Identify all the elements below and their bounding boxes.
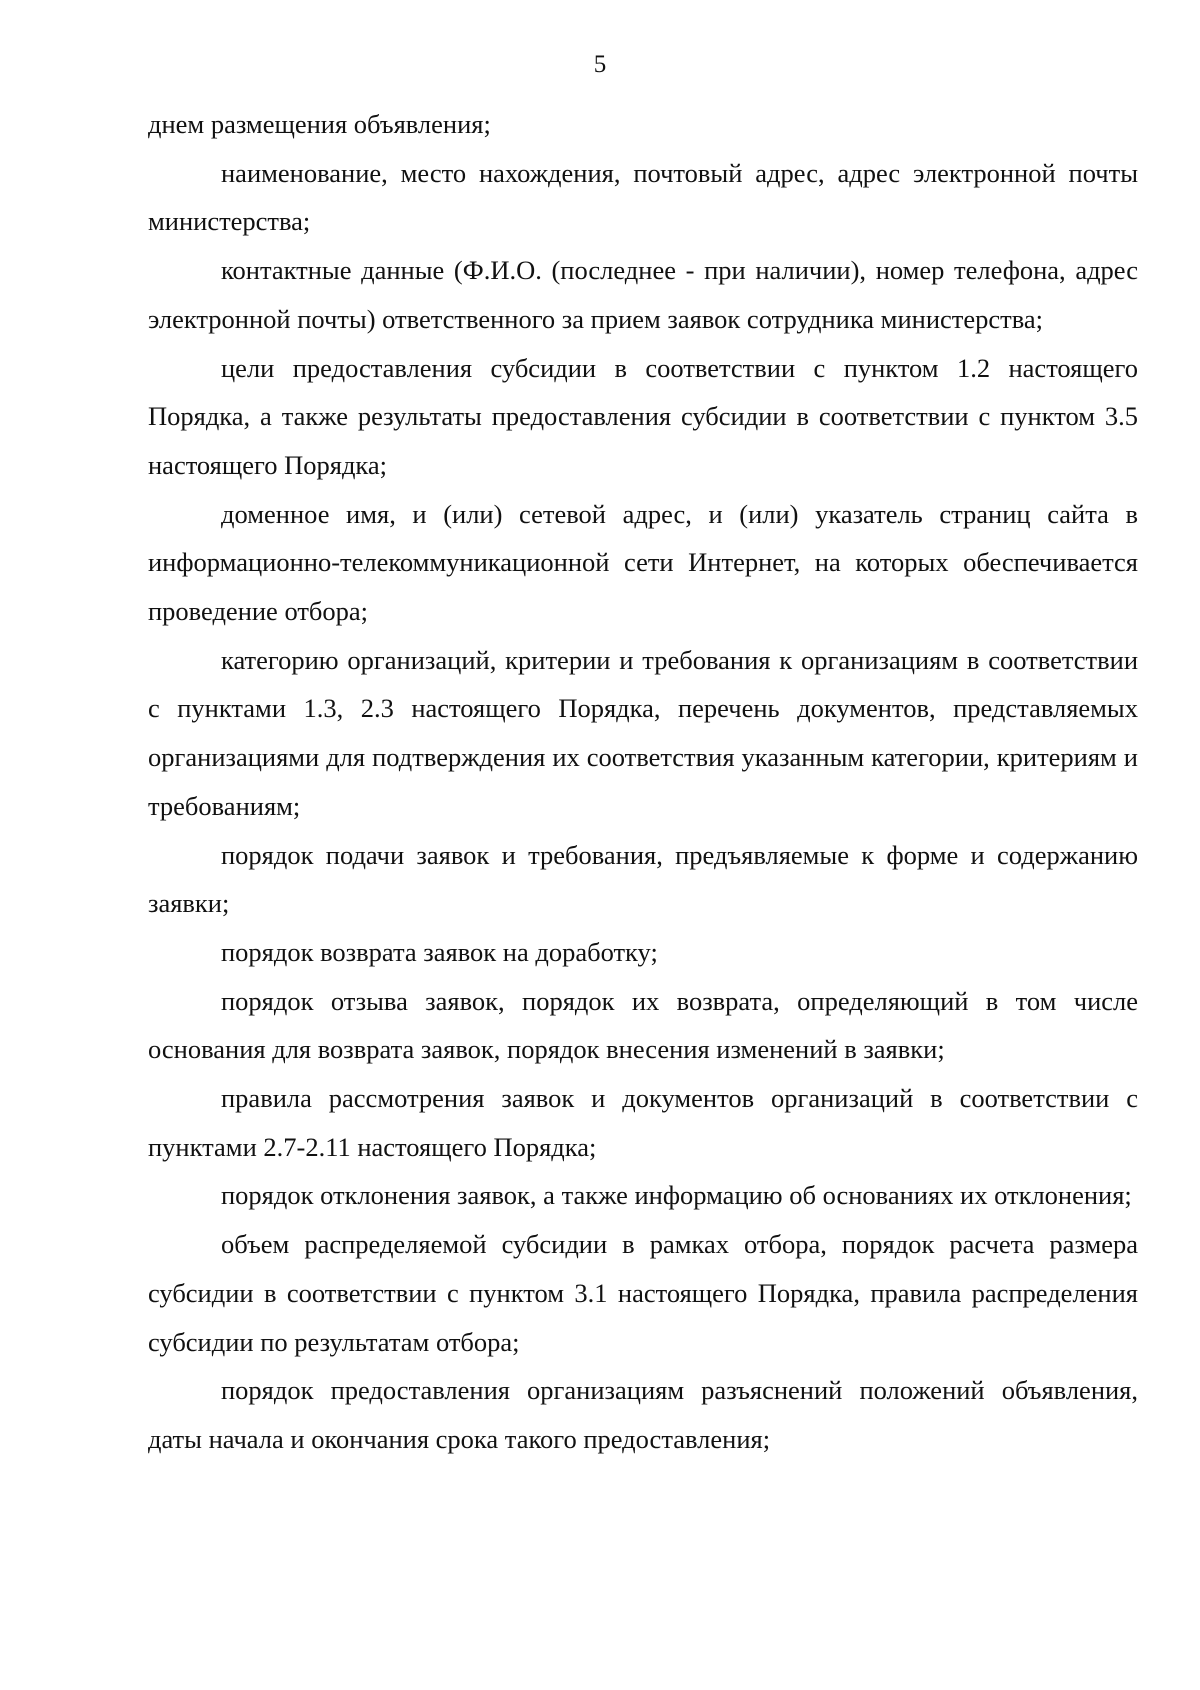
paragraph: наименование, место нахождения, почтовый адрес, адрес электронной почты министерства; [148,157,1138,237]
document-body [148,100,1138,1464]
paragraph: порядок возврата заявок на доработку; [221,936,658,967]
paragraph: порядок отклонения заявок, а также информацию об основаниях их отклонения; [221,1180,1132,1211]
paragraph: днем размещения объявления; [148,109,491,139]
paragraph: контактные данные (Ф.И.О. (последнее - при наличии), номер телефона, адрес электронной почты) ответственного за прием заявок сотрудника министерства; [148,255,1138,334]
paragraph: категорию организаций, критерии и требования к организациям в соответствии с пунктами 1.3, 2.3 настоящего Порядка, перечень документов, представляемых организациями для подтверждения их соответствия указанным категории, критериям и требованиям; [148,644,1138,821]
paragraph: объем распределяемой субсидии в рамках отбора, порядок расчета размера субсидии в соответствии с пунктом 3.1 настоящего Порядка, правила распределения субсидии по результатам отбора; [148,1229,1138,1357]
paragraph: порядок подачи заявок и требования, предъявляемые к форме и содержанию заявки; [148,839,1138,919]
paragraph: правила рассмотрения заявок и документов организаций в соответствии с пунктами 2.7-2.11 настоящего Порядка; [148,1083,1138,1162]
paragraph: цели предоставления субсидии в соответствии с пунктом 1.2 настоящего Порядка, а также результаты предоставления субсидии в соответствии с пунктом 3.5 настоящего Порядка; [148,352,1138,480]
paragraph: порядок отзыва заявок, порядок их возврата, определяющий в том числе основания для возврата заявок, порядок внесения изменений в заявки; [148,985,1138,1065]
paragraph: порядок предоставления организациям разъяснений положений объявления, даты начала и окончания срока такого предоставления; [148,1375,1138,1454]
page-number: 5 [593,51,607,78]
paragraph: доменное имя, и (или) сетевой адрес, и (или) указатель страниц сайта в информационно-телекоммуникационной сети Интернет, на которых обеспечивается проведение отбора; [148,498,1138,627]
